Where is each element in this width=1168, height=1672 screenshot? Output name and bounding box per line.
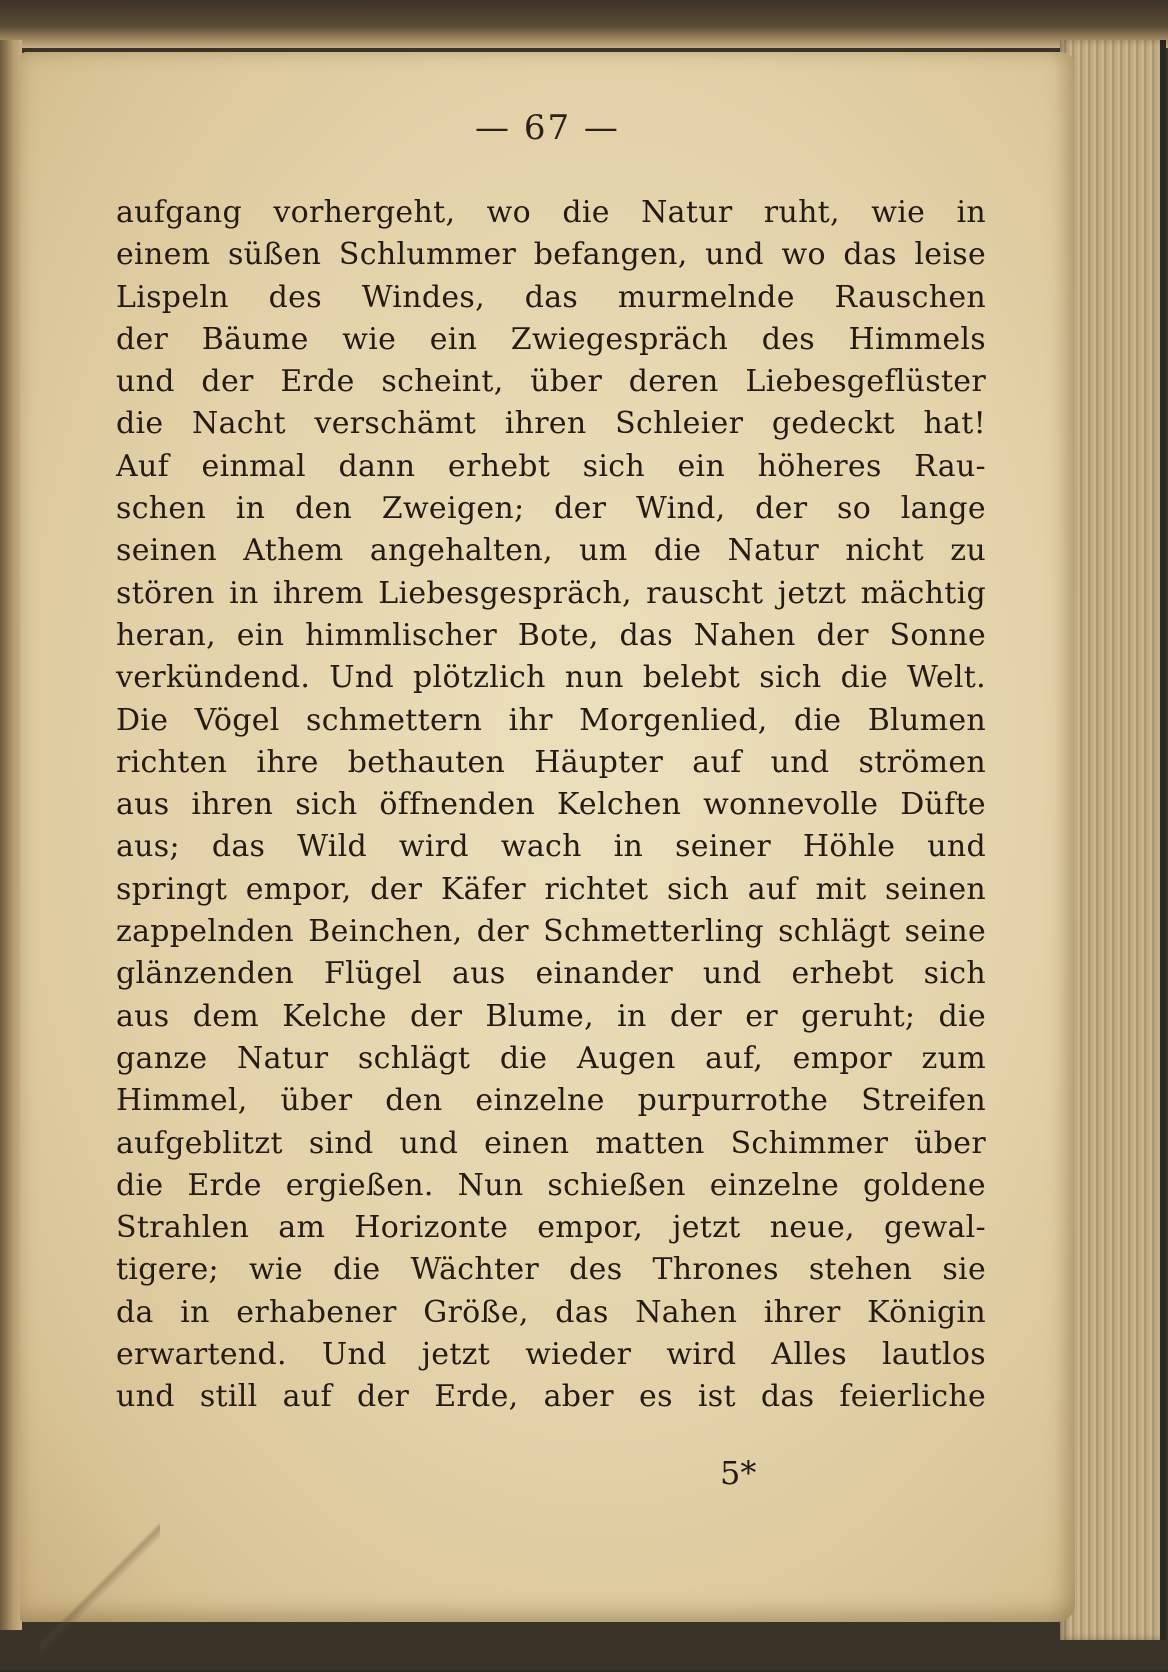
text-line: Die Vögel schmettern ihr Morgenlied, die Blumen — [116, 702, 986, 738]
text-line: seinen Athem angehalten, um die Natur nicht zu — [116, 533, 986, 569]
book-page — [20, 52, 1075, 1622]
text-line: aus dem Kelche der Blume, in der er geruht; die — [116, 998, 986, 1034]
book-top-edge — [0, 0, 1168, 48]
text-line: aus; das Wild wird wach in seiner Höhle und — [116, 829, 986, 865]
text-line: Himmel, über den einzelne purpurrothe Streifen — [116, 1083, 986, 1119]
text-line: der Bäume wie ein Zwiegespräch des Himmels — [116, 321, 986, 357]
body-text — [116, 192, 986, 1419]
text-line: springt empor, der Käfer richtet sich auf mit seinen — [116, 871, 986, 907]
text-line: richten ihre bethauten Häupter auf und strömen — [116, 744, 986, 780]
text-line: ganze Natur schlägt die Augen auf, empor zum — [116, 1040, 986, 1076]
text-line: schen in den Zweigen; der Wind, der so lange — [116, 491, 986, 527]
text-line: Lispeln des Windes, das murmelnde Rauschen — [116, 279, 986, 315]
text-line: aus ihren sich öffnenden Kelchen wonnevolle Düfte — [116, 787, 986, 823]
signature-mark: 5* — [720, 1454, 757, 1492]
text-line: aufgang vorhergeht, wo die Natur ruht, wie in — [116, 195, 986, 230]
text-line: und still auf der Erde, aber es ist das feierliche — [116, 1379, 986, 1415]
text-line: stören in ihrem Liebesgespräch, rauscht jetzt mächtig — [116, 575, 986, 611]
text-line: zappelnden Beinchen, der Schmetterling schlägt seine — [116, 914, 986, 950]
text-line: heran, ein himmlischer Bote, das Nahen der Sonne — [116, 617, 986, 653]
text-line: erwartend. Und jetzt wieder wird Alles lautlos — [116, 1337, 986, 1373]
text-line: Auf einmal dann erhebt sich ein höheres Rau- — [116, 448, 986, 484]
page-number-header: — 67 — — [475, 108, 620, 148]
text-line: die Nacht verschämt ihren Schleier gedeckt hat! — [116, 406, 986, 442]
text-line: und der Erde scheint, über deren Liebesgeflüster — [116, 364, 986, 400]
text-line: einem süßen Schlummer befangen, und wo das leise — [116, 237, 986, 273]
page-stack-edge — [1060, 40, 1166, 1640]
text-line: tigere; wie die Wächter des Thrones stehen sie — [116, 1252, 986, 1288]
text-line: da in erhabener Größe, das Nahen ihrer Königin — [116, 1294, 986, 1330]
text-line: aufgeblitzt sind und einen matten Schimmer über — [116, 1125, 986, 1161]
text-line: glänzenden Flügel aus einander und erhebt sich — [116, 956, 986, 992]
text-line: die Erde ergießen. Nun schießen einzelne goldene — [116, 1167, 986, 1203]
book-spine — [0, 40, 22, 1630]
text-line: Strahlen am Horizonte empor, jetzt neue, gewal- — [116, 1210, 986, 1246]
page-corner-fold — [40, 1502, 160, 1672]
text-line: verkündend. Und plötzlich nun belebt sich die Welt. — [116, 660, 986, 696]
